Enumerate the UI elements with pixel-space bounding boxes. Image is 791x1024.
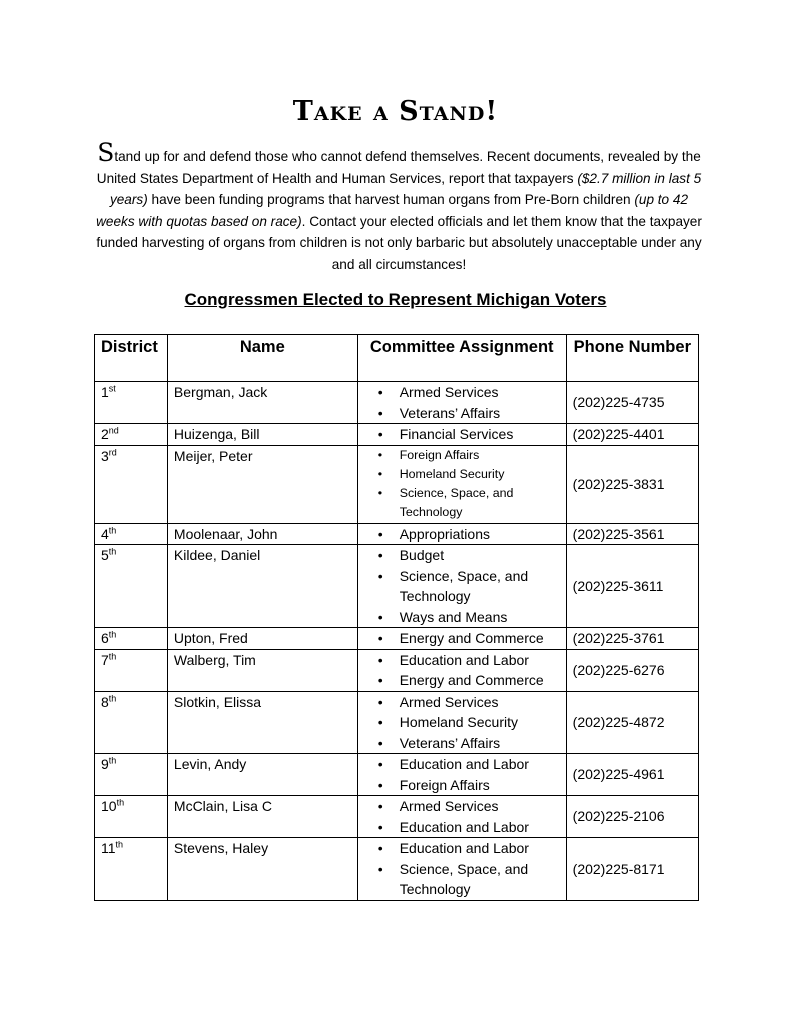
committee-item: • Education and Labor	[400, 817, 560, 838]
committee-cell	[357, 382, 566, 424]
intro-italic-1: ($2.7 million in last 5 years)	[109, 170, 702, 207]
phone-number: (202)225-3611	[566, 545, 698, 628]
district-cell	[95, 424, 168, 446]
committee-item: • Veterans’ Affairs	[400, 403, 560, 424]
table-row	[95, 545, 699, 628]
phone-number: (202)225-4735	[566, 382, 698, 424]
district-cell	[95, 691, 168, 754]
committee-item: • Energy and Commerce	[400, 670, 560, 691]
table-heading: Congressmen Elected to Represent Michigan Voters	[184, 290, 607, 309]
phone-number: (202)225-2106	[566, 796, 698, 838]
intro-paragraph	[96, 138, 702, 275]
committee-list	[364, 524, 560, 545]
intro-text-2: have been funding programs that harvest human organs from Pre-Born children	[147, 192, 635, 207]
representative-name: Upton, Fred	[167, 628, 357, 650]
intro-text-1: tand up for and defend those who cannot defend themselves. Recent documents, revealed by the United States Department of Health and Human Services, report that taxpayers	[96, 149, 701, 186]
committee-item: • Veterans’ Affairs	[400, 733, 560, 754]
committee-list	[364, 424, 560, 445]
committee-cell	[357, 796, 566, 838]
committee-cell	[357, 838, 566, 901]
committee-cell	[357, 545, 566, 628]
committee-item: • Armed Services	[400, 796, 560, 817]
district-ordinal-suffix: th	[108, 525, 117, 536]
intro-dropcap: S	[97, 138, 115, 167]
header-name: Name	[167, 335, 357, 382]
committee-list	[364, 838, 560, 900]
committee-cell	[357, 424, 566, 446]
district-ordinal-suffix: th	[108, 629, 117, 640]
table-row	[95, 838, 699, 901]
table-header-row	[95, 335, 699, 382]
district-number: 11	[101, 840, 116, 857]
representative-name: Huizenga, Bill	[167, 424, 357, 446]
committee-list	[364, 692, 560, 754]
district-ordinal-suffix: rd	[108, 446, 117, 457]
table-row	[95, 628, 699, 650]
representative-name: Slotkin, Elissa	[167, 691, 357, 754]
district-number: 1	[101, 384, 109, 400]
committee-item: • Energy and Commerce	[400, 628, 560, 649]
committee-list	[364, 650, 560, 691]
phone-number: (202)225-6276	[566, 649, 698, 691]
committee-item: • Ways and Means	[400, 607, 560, 628]
table-body	[95, 382, 699, 901]
table-row	[95, 649, 699, 691]
district-cell	[95, 523, 168, 545]
header-district: District	[95, 335, 168, 382]
committee-item: • Foreign Affairs	[400, 446, 560, 465]
district-number: 9	[101, 756, 109, 773]
table-row	[95, 796, 699, 838]
phone-number: (202)225-8171	[566, 838, 698, 901]
district-ordinal-suffix: th	[108, 693, 117, 704]
district-ordinal-suffix: th	[108, 546, 117, 557]
district-cell	[95, 796, 168, 838]
representative-name: Meijer, Peter	[167, 445, 357, 523]
representative-name: McClain, Lisa C	[167, 796, 357, 838]
committee-item: • Education and Labor	[400, 650, 560, 671]
district-cell	[95, 382, 168, 424]
representative-name: Stevens, Haley	[167, 838, 357, 901]
table-row	[95, 691, 699, 754]
district-ordinal-suffix: nd	[108, 425, 119, 436]
committee-item: • Education and Labor	[400, 754, 560, 775]
phone-number: (202)225-4961	[566, 754, 698, 796]
district-ordinal-suffix: th	[108, 651, 117, 662]
district-cell	[95, 445, 168, 523]
committee-item: • Homeland Security	[400, 465, 560, 484]
committee-cell	[357, 628, 566, 650]
committee-item: • Science, Space, and Technology	[400, 484, 560, 523]
intro-italic-2: (up to 42 weeks with quotas based on race)	[96, 192, 689, 229]
district-number: 8	[101, 693, 109, 710]
committee-cell	[357, 523, 566, 545]
committee-item: • Financial Services	[400, 424, 560, 445]
representative-name: Levin, Andy	[167, 754, 357, 796]
committee-list	[364, 796, 560, 837]
committee-list	[364, 628, 560, 649]
phone-number: (202)225-4872	[566, 691, 698, 754]
committee-cell	[357, 754, 566, 796]
table-row	[95, 424, 699, 446]
committee-cell	[357, 691, 566, 754]
phone-number: (202)225-3831	[566, 445, 698, 523]
committee-list	[364, 545, 560, 627]
district-number: 6	[101, 630, 109, 647]
committee-list	[364, 754, 560, 795]
table-row	[95, 754, 699, 796]
page-title: Take a Stand!	[292, 96, 499, 127]
committee-cell	[357, 445, 566, 523]
district-cell	[95, 838, 168, 901]
committee-item: • Appropriations	[400, 524, 560, 545]
table-row	[95, 382, 699, 424]
header-committee: Committee Assignment	[357, 335, 566, 382]
phone-number: (202)225-3561	[566, 523, 698, 545]
committee-item: • Homeland Security	[400, 712, 560, 733]
committee-list	[364, 446, 560, 523]
header-phone: Phone Number	[566, 335, 698, 382]
committee-item: • Science, Space, and Technology	[400, 859, 560, 900]
committee-cell	[357, 649, 566, 691]
representative-name: Bergman, Jack	[167, 382, 357, 424]
district-number: 4	[101, 525, 109, 542]
district-number: 7	[101, 651, 109, 668]
district-cell	[95, 628, 168, 650]
committee-item: • Foreign Affairs	[400, 775, 560, 796]
committee-item: • Science, Space, and Technology	[400, 566, 560, 607]
district-ordinal-suffix: th	[115, 839, 124, 850]
committee-item: • Budget	[400, 545, 560, 566]
representative-name: Walberg, Tim	[167, 649, 357, 691]
table-row	[95, 523, 699, 545]
district-cell	[95, 649, 168, 691]
committee-item: • Education and Labor	[400, 838, 560, 859]
phone-number: (202)225-4401	[566, 424, 698, 446]
congressmen-table	[94, 334, 699, 901]
representative-name: Kildee, Daniel	[167, 545, 357, 628]
phone-number: (202)225-3761	[566, 628, 698, 650]
representative-name: Moolenaar, John	[167, 523, 357, 545]
committee-item: • Armed Services	[400, 382, 560, 403]
table-row	[95, 445, 699, 523]
district-number: 3	[101, 447, 109, 464]
district-ordinal-suffix: th	[116, 797, 125, 808]
committee-list	[364, 382, 560, 423]
district-number: 2	[101, 426, 109, 442]
intro-text-3: . Contact your elected officials and let them know that the taxpayer funded harvesting of organs from children is not only barbaric but absolutely unacceptable under any and all circumstances!	[96, 213, 702, 272]
district-ordinal-suffix: th	[108, 755, 117, 766]
district-cell	[95, 754, 168, 796]
district-number: 5	[101, 547, 109, 564]
district-number: 10	[101, 798, 117, 815]
district-cell	[95, 545, 168, 628]
committee-item: • Armed Services	[400, 692, 560, 713]
district-ordinal-suffix: st	[108, 383, 116, 394]
